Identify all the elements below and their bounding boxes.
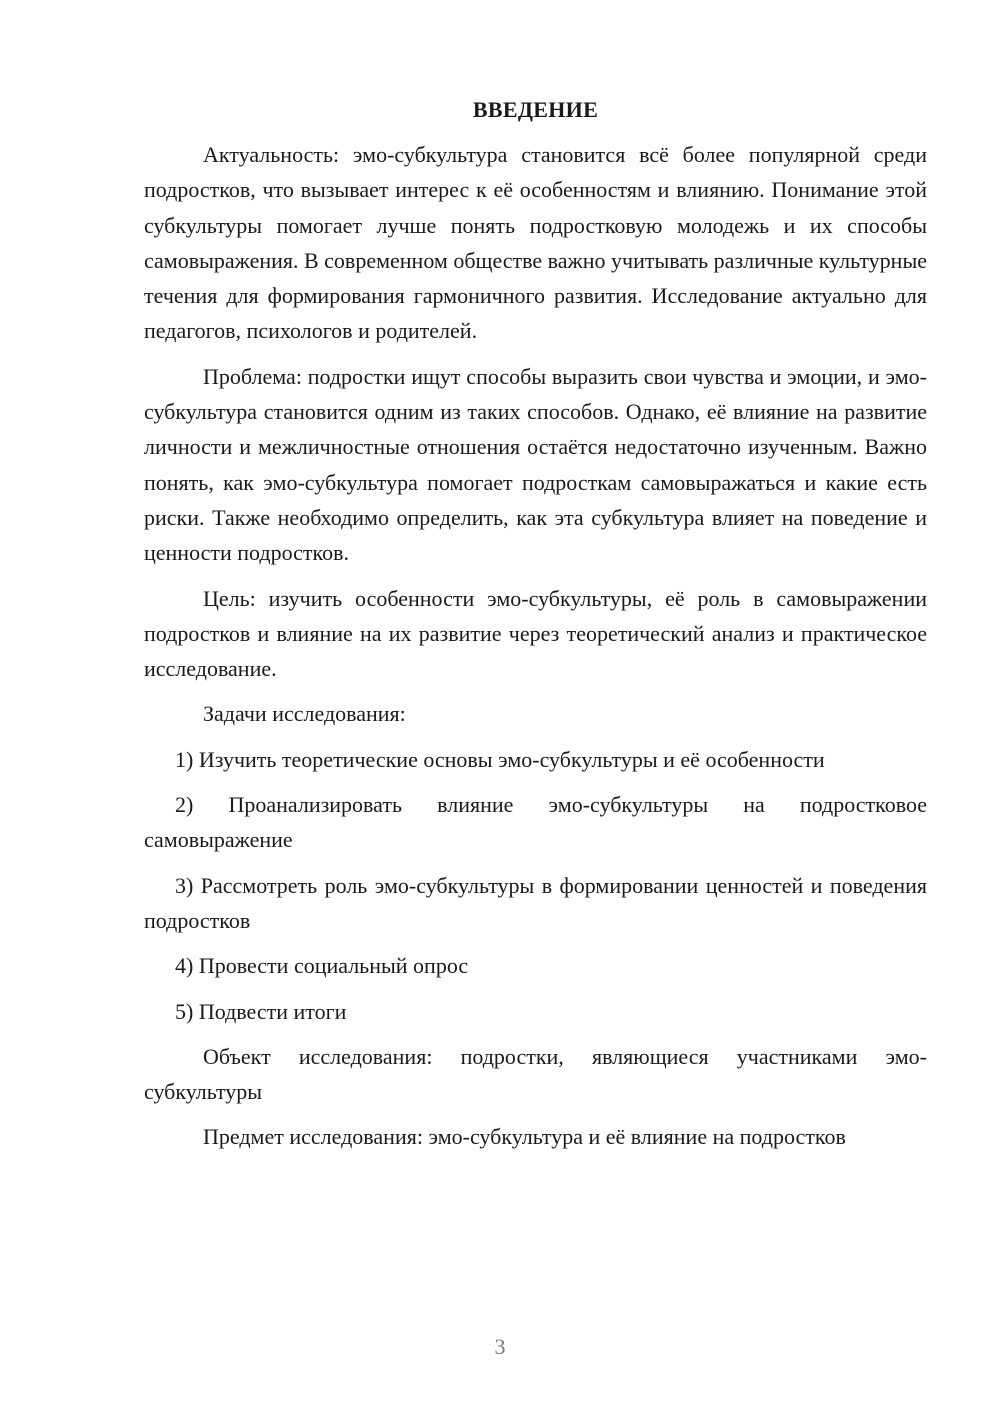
task-item-4: 4) Провести социальный опрос [175, 953, 469, 979]
paragraph-object: Объект исследования: подростки, являющиеся участниками эмо-субкультуры [144, 1043, 927, 1105]
paragraph-relevance: Актуальность: эмо-субкультура становится всё более популярной среди подростков, что вызывает интерес к её особенностям и влиянию. Понимание этой субкультуры помогает лучше понять подростковую молодежь и их способы самовыражения. В современном обществе важно учитывать различные культурные течения для формирования гармоничного развития. Исследование актуально для педагогов, психологов и родителей. [144, 142, 927, 344]
task-item-5: 5) Подвести итоги [175, 998, 347, 1024]
task-item-1: 1) Изучить теоретические основы эмо-субкультуры и её особенности [175, 746, 825, 772]
paragraph-subject: Предмет исследования: эмо-субкультура и её влияние на подростков [203, 1124, 846, 1150]
task-item-3: 3) Рассмотреть роль эмо-субкультуры в формировании ценностей и поведения подростков [144, 872, 927, 933]
task-item-2: 2) Проанализировать влияние эмо-субкультуры на подростковое самовыражение [144, 792, 927, 853]
paragraph-goal: Цель: изучить особенности эмо-субкультуры, её роль в самовыражении подростков и влияние на их развитие через теоретический анализ и практическое исследование. [144, 585, 927, 682]
paragraph-problem: Проблема: подростки ищут способы выразить свои чувства и эмоции, и эмо-субкультура становится одним из таких способов. Однако, её влияние на развитие личности и межличностные отношения остаётся недостаточно изученным. Важно понять, как эмо-субкультура помогает подросткам самовыражаться и какие есть риски. Также необходимо определить, как эта субкультура влияет на поведение и ценности подростков. [144, 363, 927, 566]
tasks-title: Задачи исследования: [203, 701, 406, 727]
document-page [144, 92, 927, 1155]
page-title: ВВЕДЕНИЕ [472, 97, 599, 122]
page-number: 3 [494, 1334, 506, 1359]
